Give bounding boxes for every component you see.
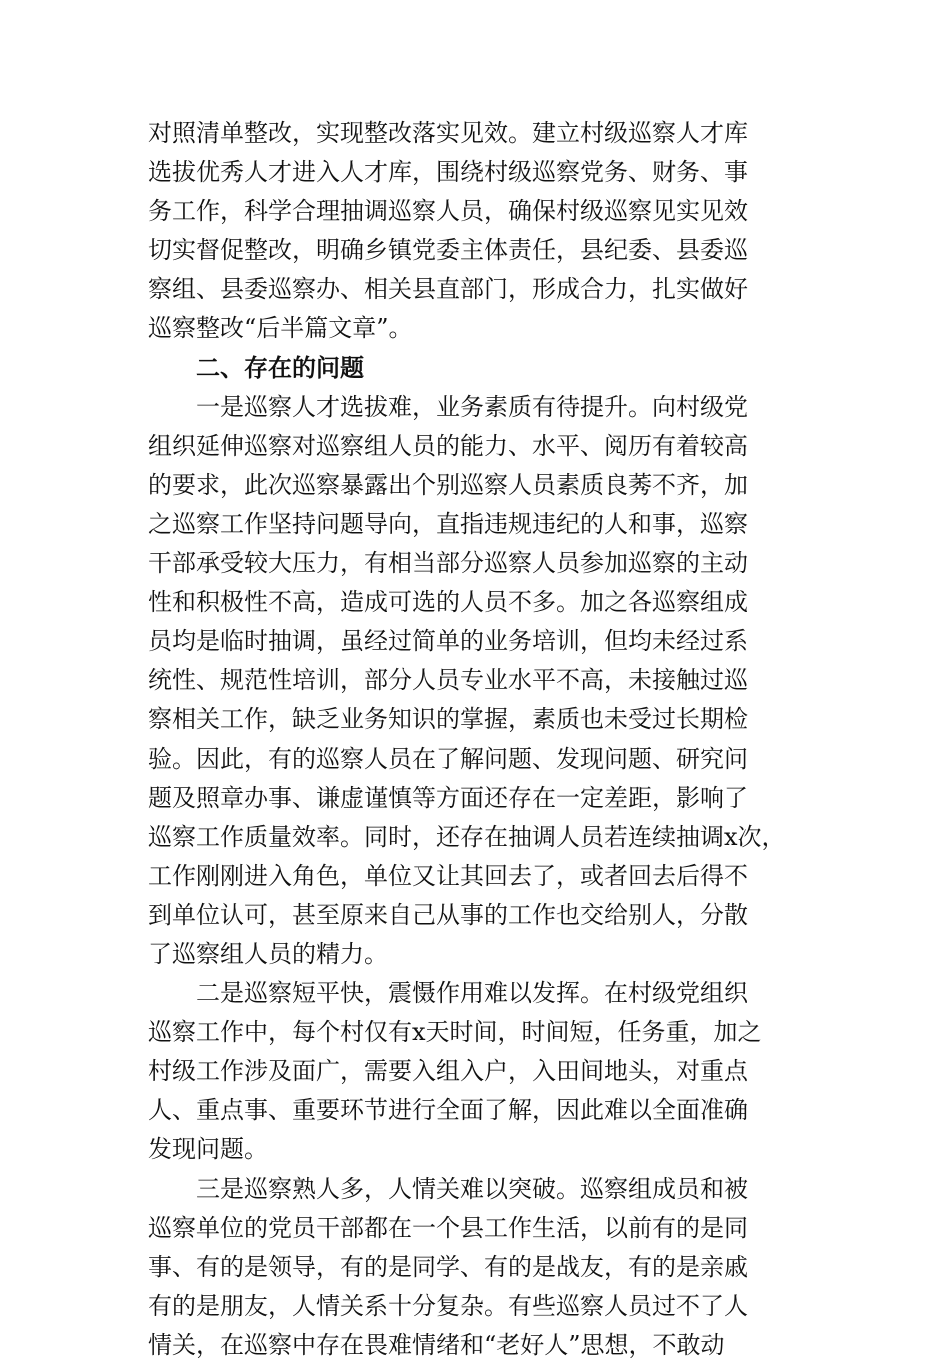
- text-line: 选拔优秀人才进入人才库，围绕村级巡察党务、财务、事: [148, 158, 748, 187]
- text-line: 到单位认可，甚至原来自己从事的工作也交给别人，分散: [148, 900, 748, 929]
- text-line: 一是巡察人才选拔难，业务素质有待提升。向村级党: [148, 392, 748, 421]
- text-line: 巡察单位的党员干部都在一个县工作生活，以前有的是同: [148, 1213, 748, 1242]
- text-line: 察组、县委巡察办、相关县直部门，形成合力，扎实做好: [148, 275, 748, 304]
- section-heading: 二、存在的问题: [196, 353, 364, 382]
- text-line: 三是巡察熟人多，人情关难以突破。巡察组成员和被: [148, 1174, 748, 1203]
- text-line: 统性、规范性培训，部分人员专业水平不高，未接触过巡: [148, 666, 748, 695]
- text-line: 情关，在巡察中存在畏难情绪和“老好人”思想，不敢动: [148, 1330, 725, 1359]
- text-line: 的要求，此次巡察暴露出个别巡察人员素质良莠不齐，加: [148, 470, 748, 499]
- text-line: 员均是临时抽调，虽经过简单的业务培训，但均未经过系: [148, 627, 748, 656]
- text-line: 之巡察工作坚持问题导向，直指违规违纪的人和事，巡察: [148, 509, 748, 538]
- text-line: 有的是朋友，人情关系十分复杂。有些巡察人员过不了人: [148, 1291, 748, 1320]
- text-line: 巡察工作中，每个村仅有x天时间，时间短，任务重，加之: [148, 1018, 762, 1047]
- text-line: 题及照章办事、谦虚谨慎等方面还存在一定差距，影响了: [148, 783, 748, 812]
- text-line: 察相关工作，缺乏业务知识的掌握，素质也未受过长期检: [148, 705, 748, 734]
- document-body: [148, 114, 808, 1365]
- text-line: 对照清单整改，实现整改落实见效。建立村级巡察人才库: [148, 119, 748, 147]
- text-line: 巡察整改“后半篇文章”。: [148, 314, 413, 343]
- text-line: 二是巡察短平快，震慑作用难以发挥。在村级党组织: [148, 979, 748, 1008]
- text-line: 人、重点事、重要环节进行全面了解，因此难以全面准确: [148, 1096, 748, 1125]
- text-line: 务工作，科学合理抽调巡察人员，确保村级巡察见实见效: [148, 197, 748, 226]
- text-line: 工作刚刚进入角色，单位又让其回去了，或者回去后得不: [148, 861, 748, 890]
- text-line: 了巡察组人员的精力。: [148, 939, 388, 968]
- text-line: 组织延伸巡察对巡察组人员的能力、水平、阅历有着较高: [148, 431, 748, 460]
- text-line: 发现问题。: [148, 1135, 268, 1164]
- text-line: 村级工作涉及面广，需要入组入户，入田间地头，对重点: [148, 1057, 748, 1086]
- text-line: 性和积极性不高，造成可选的人员不多。加之各巡察组成: [148, 588, 748, 617]
- text-line: 干部承受较大压力，有相当部分巡察人员参加巡察的主动: [148, 549, 748, 578]
- text-line: 验。因此，有的巡察人员在了解问题、发现问题、研究问: [148, 744, 748, 773]
- text-line: 巡察工作质量效率。同时，还存在抽调人员若连续抽调x次，: [148, 822, 786, 851]
- text-line: 事、有的是领导，有的是同学、有的是战友，有的是亲戚: [148, 1252, 748, 1281]
- text-line: 切实督促整改，明确乡镇党委主体责任，县纪委、县委巡: [148, 236, 748, 265]
